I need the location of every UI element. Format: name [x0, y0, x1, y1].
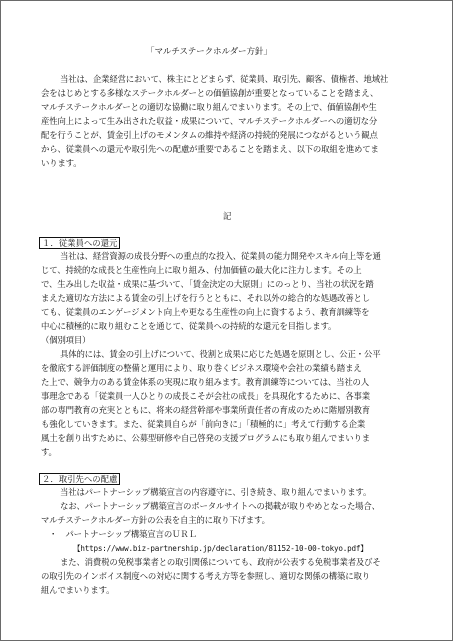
partnership-url[interactable]: 【https://www.biz-partnership.jp/declaration/81152-10-00-tokyo.pdf】: [73, 544, 368, 553]
section2-bullet: ・ パートナーシップ構築宣言のＵＲＬ: [49, 529, 197, 539]
section1-detail-line: す。: [41, 447, 57, 457]
section1-line: ても、従業員のエンゲージメント向上や更なる生産性の向上に資するよう、教育訓練等を: [41, 307, 370, 317]
section1-line: じて、持続的な成長と生産性向上に取り組み、付加価値の最大化に注力します。その上: [41, 265, 362, 275]
section1-detail-line: を徹底する評価制度の整備と運用により、取り巻くビジネス環境や会社の業績も踏まえ: [41, 363, 362, 373]
section1-line: 中心に積極的に取り組むことを通じて、従業員への持続的な還元を目指します。: [41, 321, 337, 331]
intro-line: から、従業員への還元や取引先への配慮が重要であることを踏まえ、以下の取組を進めてま: [41, 144, 379, 154]
intro-line: 当社は、企業経営において、株主にとどまらず、従業員、取引先、顧客、債権者、地域社: [60, 74, 389, 84]
intro-line: マルチステークホルダーとの適切な協働に取り組んでまいります。その上で、価値協創や生: [41, 102, 377, 112]
section1-line: まえた適切な方法による賃金の引上げを行うとともに、それ以外の総合的な処遇改善とし: [41, 293, 370, 303]
section1-detail-line: 事理念である「従業員一人ひとりの成長こそが会社の成長」を具現化するために、各事業: [41, 391, 370, 401]
section1-detail-line: 風土を創り出すために、公募型研修や自己啓発の支援プログラムにも取り組んでまいりま: [41, 433, 370, 443]
section2-closing-line: 組んでまいります。: [41, 585, 115, 595]
intro-line: いります。: [41, 158, 82, 168]
section2-line: 当社はパートナーシップ構築宣言の内容遵守に、引き続き、取り組んでまいります。: [60, 487, 372, 497]
section1-detail-line: も強化していきます。また、従業員自らが「前向きに」「積極的に」考えて行動する企業: [41, 419, 366, 429]
section1-detail-line: た上で、競争力のある賃金体系の実現に取り組みます。教育訓練等については、当社の人: [41, 377, 369, 387]
section2-line: マルチステークホルダー方針の公表を自主的に取り下げます。: [41, 515, 270, 525]
intro-line: 産性向上によって生み出された収益・成果について、マルチステークホルダーへの適切な分: [41, 116, 378, 126]
section1-line: で、生み出した収益・成果に基づいて、「賃金決定の大原則」にのっとり、当社の状況を踏: [41, 279, 374, 289]
intro-line: 配を行うことが、賃金引上げのモメンタムの維持や経済の持続的発展につながるという観点: [41, 130, 378, 140]
section2-line: なお、パートナーシップ構築宣言のポータルサイトへの掲載が取りやめとなった場合、: [60, 501, 380, 511]
section1-line: 当社は、経営資源の成長分野への重点的な投入、従業員の能力開発やスキル向上等を通: [60, 251, 381, 261]
section2-heading: ２．取引先への配慮: [39, 473, 120, 485]
section2-closing-line: の取引先のインボイス制度への対応に関する考え方等を参照し、適切な関係の構築に取り: [41, 571, 370, 581]
section1-heading: １．従業員への還元: [39, 237, 120, 249]
section1-sub-heading: （個別項目）: [41, 335, 91, 345]
page-title: 「マルチステークホルダー方針」: [146, 47, 272, 57]
ki-heading: 記: [223, 211, 232, 221]
section1-detail-line: 具体的には、賃金の引上げについて、役割と成果に応じた処遇を原則とし、公正・公平: [60, 349, 381, 359]
intro-line: 会をはじめとする多様なステークホルダーとの価値協創が重要となっていることを踏まえ、: [41, 88, 379, 98]
section1-detail-line: 部の専門教育の充実とともに、将来の経営幹部や事業所責任者の育成のために階層別教育: [41, 405, 370, 415]
section2-closing-line: また、消費税の免税事業者との取引関係についても、政府が公表する免税事業者及びそ: [60, 557, 381, 567]
